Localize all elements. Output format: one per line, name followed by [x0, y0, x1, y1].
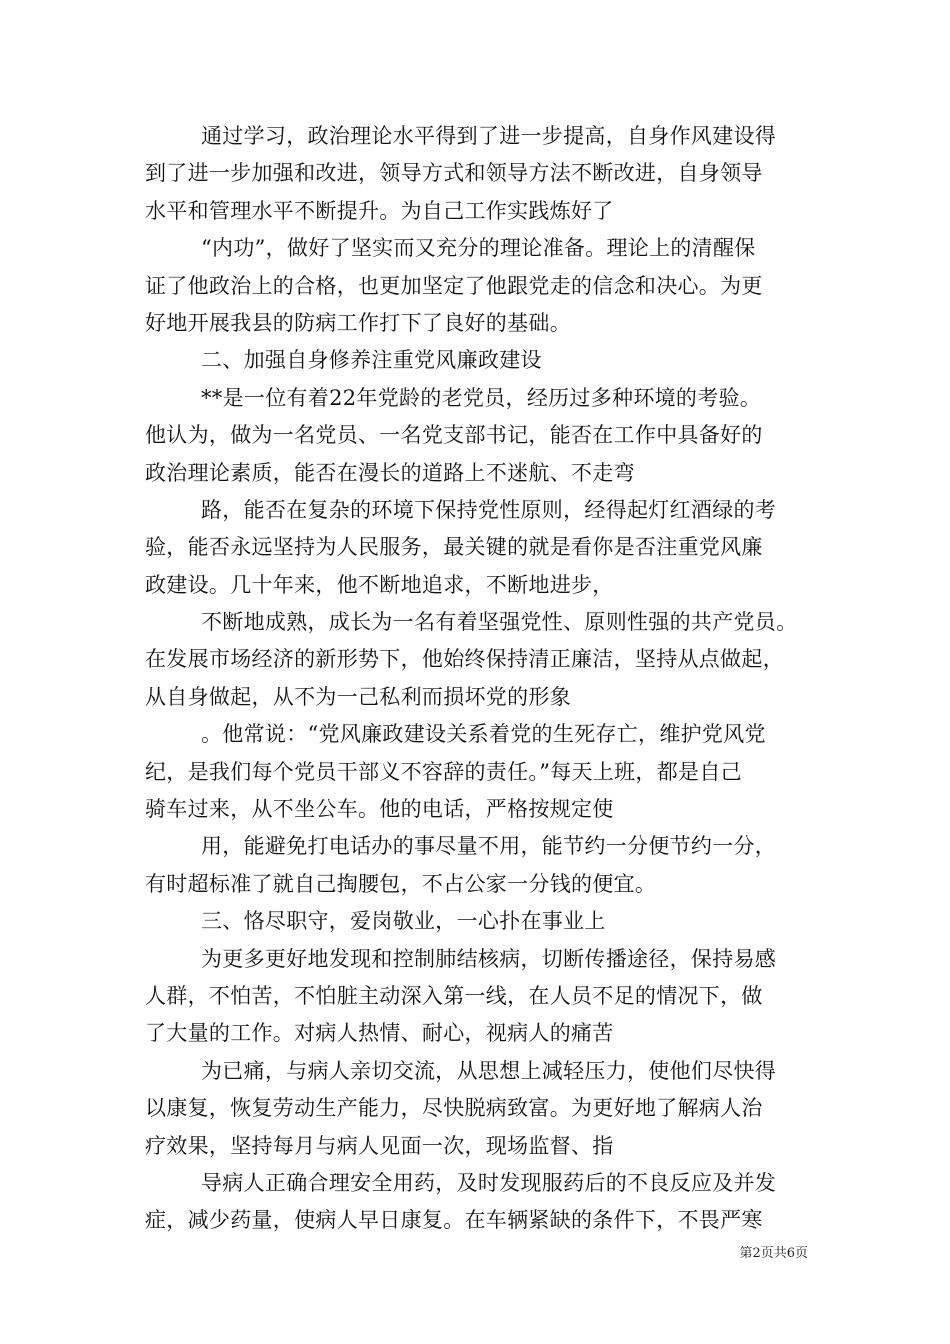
text-line: **是一位有着22年党龄的老党员，经历过多种环境的考验。: [201, 385, 762, 410]
text-line: “内功”，做好了坚实而又充分的理论准备。理论上的清醒保: [201, 236, 756, 261]
text-line: 不断地成熟，成长为一名有着坚强党性、原则性强的共产党员。: [201, 610, 798, 635]
text-line: 了大量的工作。对病人热情、耐心，视病人的痛苦: [145, 1021, 614, 1046]
text-line: 导病人正确合理安全用药，及时发现服药后的不良反应及并发: [201, 1170, 777, 1195]
text-line: 为已痛，与病人亲切交流，从思想上减轻压力，使他们尽快得: [201, 1058, 777, 1083]
document-body: [145, 118, 825, 1240]
text-line: 他认为，做为一名党员、一名党支部书记，能否在工作中具备好的: [145, 423, 763, 448]
text-line: 路，能否在复杂的环境下保持党性原则，经得起灯红酒绿的考: [201, 497, 777, 522]
text-line: 从自身做起，从不为一己私利而损坏党的形象: [145, 684, 571, 709]
text-line: 骑车过来，从不坐公车。他的电话，严格按规定使: [145, 797, 614, 822]
text-line: 政建设。几十年来，他不断地追求，不断地进步，: [145, 572, 614, 597]
text-line: 在发展市场经济的新形势下，他始终保持清正廉洁，坚持从点做起，: [145, 647, 784, 672]
text-line: 用，能避免打电话办的事尽量不用，能节约一分便节约一分，: [201, 834, 777, 859]
text-line: 好地开展我县的防病工作打下了良好的基础。: [145, 310, 571, 335]
text-line: 有时超标准了就自己掏腰包，不占公家一分钱的便宜。: [145, 871, 657, 896]
text-line: 疗效果，坚持每月与病人见面一次，现场监督、指: [145, 1133, 614, 1158]
text-line: 纪，是我们每个党员干部义不容辞的责任。”每天上班，都是自己: [145, 759, 742, 784]
text-line: 人群，不怕苦，不怕脏主动深入第一线，在人员不足的情况下，做: [145, 983, 763, 1008]
text-line: 症，减少药量，使病人早日康复。在车辆紧缺的条件下，不畏严寒: [145, 1208, 763, 1233]
text-line: 以康复，恢复劳动生产能力，尽快脱病致富。为更好地了解病人治: [145, 1096, 763, 1121]
text-line: 水平和管理水平不断提升。为自己工作实践炼好了: [145, 198, 614, 223]
text-line: 验，能否永远坚持为人民服务，最关键的就是看你是否注重党风廉: [145, 535, 763, 560]
page-number-footer: 第2页共6页: [739, 1246, 808, 1261]
text-line: 通过学习，政治理论水平得到了进一步提高，自身作风建设得: [201, 124, 777, 148]
text-line: 证了他政治上的合格，也更加坚定了他跟党走的信念和决心。为更: [145, 273, 763, 298]
text-line: 三、恪尽职守，爱岗敬业，一心扑在事业上: [201, 909, 606, 934]
text-line: 为更多更好地发现和控制肺结核病，切断传播途径，保持易感: [201, 946, 777, 971]
text-line: 到了进一步加强和改进，领导方式和领导方法不断改进，自身领导: [145, 161, 763, 186]
text-line: 政治理论素质，能否在漫长的道路上不迷航、不走弯: [145, 460, 635, 485]
text-line: 。他常说：“党风廉政建设关系着党的生死存亡，维护党风党: [201, 722, 766, 747]
text-line: 二、加强自身修养注重党风廉政建设: [201, 348, 542, 373]
